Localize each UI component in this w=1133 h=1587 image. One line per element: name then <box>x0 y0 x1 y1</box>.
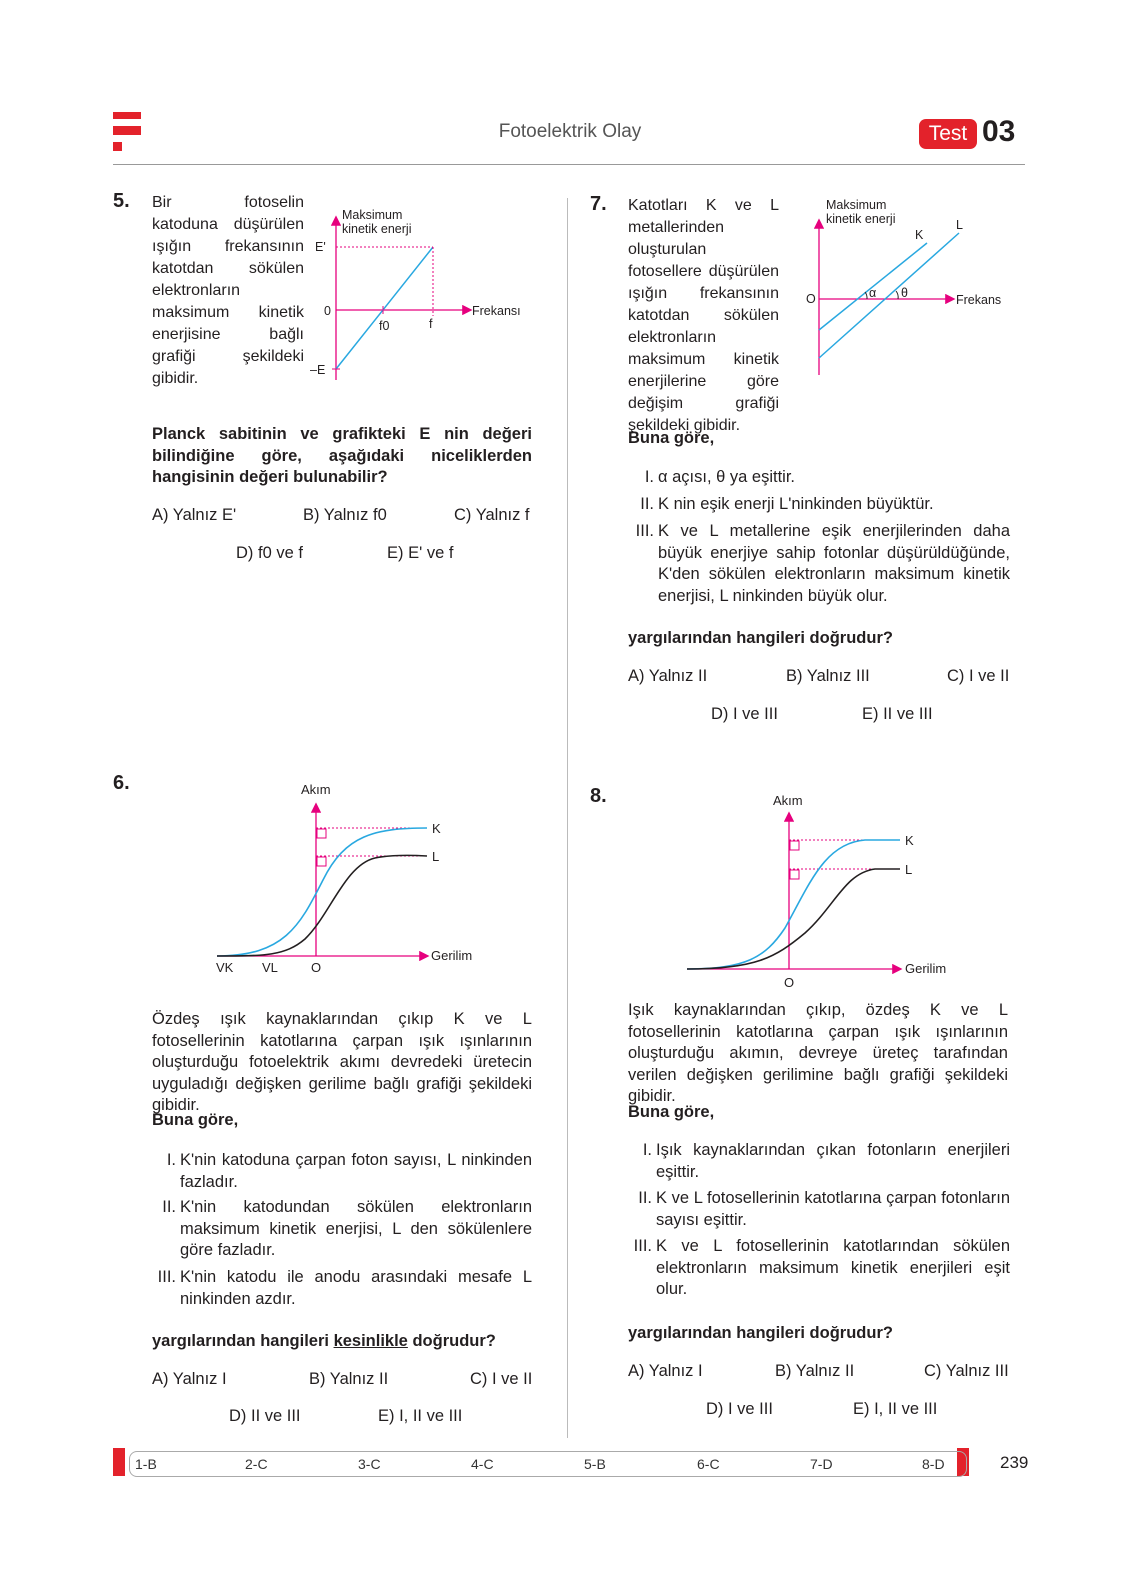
roman-numeral: I. <box>644 468 654 486</box>
question-7-text: Katotları K ve L metallerinden oluşturulan fotosellere düşürülen ışığın frekansının katotdan sökülen elektronların maksimum kinetik enerjilerine göre değişim grafiği şekildeki gibidir. <box>628 197 779 434</box>
k-label: K <box>905 833 914 848</box>
y-label-line2: kinetik enerji <box>342 222 412 236</box>
question-7-lead: Buna göre, <box>628 429 715 447</box>
alpha-arc <box>865 292 867 299</box>
k-right-angle-mark <box>317 829 326 838</box>
q8-option-a[interactable]: A) Yalnız I <box>628 1362 703 1380</box>
roman-numeral: II. <box>638 1189 652 1207</box>
test-number: 03 <box>982 115 1016 148</box>
l-curve <box>687 869 900 969</box>
f-label: f <box>429 317 433 331</box>
q7-option-b[interactable]: B) Yalnız III <box>786 667 870 685</box>
q8-option-b[interactable]: B) Yalnız II <box>775 1362 855 1380</box>
origin-label: O <box>311 960 322 975</box>
x-label: Gerilim <box>431 948 473 963</box>
column-divider <box>567 198 568 1438</box>
y-label-line1: Maksimum <box>342 208 403 222</box>
k-label: K <box>915 228 924 242</box>
q5-option-e[interactable]: E) E' ve f <box>387 544 454 562</box>
q5-option-a[interactable]: A) Yalnız E' <box>152 506 237 524</box>
l-label: L <box>432 849 440 864</box>
answer-key-8: 8-D <box>922 1456 945 1472</box>
y-label: Akım <box>301 782 331 797</box>
statement-text: K'nin katodundan sökülen elektronların maksimum kinetik enerjisi, L den sökülenlere göre fazladır. <box>180 1198 532 1259</box>
q7-statement-3 <box>635 521 1010 607</box>
statement-text: K'nin katodu ile anodu arasındaki mesafe L ninkinden azdır. <box>180 1268 532 1308</box>
q7-option-c[interactable]: C) I ve II <box>947 667 1010 685</box>
origin-label: O <box>784 975 795 990</box>
q7-option-e[interactable]: E) II ve III <box>862 705 933 723</box>
question-6-lead: Buna göre, <box>152 1111 239 1129</box>
question-8-prompt: yargılarından hangileri doğrudur? <box>628 1324 893 1342</box>
k-label: K <box>432 821 441 836</box>
answer-key-5: 5-B <box>584 1456 606 1472</box>
alpha-label: α <box>869 286 877 300</box>
q6-option-e[interactable]: E) I, II ve III <box>378 1407 463 1425</box>
answer-key-7: 7-D <box>810 1456 833 1472</box>
page-topic: Fotoelektrik Olay <box>498 121 642 142</box>
page-number: 239 <box>1000 1453 1029 1472</box>
roman-numeral: I. <box>166 1151 176 1169</box>
minus-e-label: –E <box>310 363 326 377</box>
q6-option-c[interactable]: C) I ve II <box>470 1370 533 1388</box>
header-divider <box>113 164 1025 165</box>
y-label-line1: Maksimum <box>826 198 887 212</box>
question-7-graph <box>805 193 1030 383</box>
statement-text: Işık kaynaklarından çıkan fotonların enerjileri eşittir. <box>656 1141 1010 1181</box>
roman-numeral: II. <box>640 495 654 513</box>
footer-left-marker <box>113 1448 125 1476</box>
q8-option-c[interactable]: C) Yalnız III <box>924 1362 1009 1380</box>
q8-statement-3 <box>633 1236 1010 1301</box>
l-line <box>819 233 959 358</box>
q6-statement-1 <box>166 1150 532 1193</box>
roman-numeral: III. <box>157 1268 176 1286</box>
k-curve <box>687 840 900 969</box>
question-5-number: 5. <box>113 190 130 212</box>
q6-option-b[interactable]: B) Yalnız II <box>309 1370 389 1388</box>
q8-statement-2 <box>638 1188 1010 1231</box>
statement-text: α açısı, θ ya eşittir. <box>658 468 796 486</box>
q7-statement-1 <box>644 467 1010 489</box>
theta-arc <box>896 291 898 299</box>
prompt-post: doğrudur? <box>407 1332 496 1350</box>
question-6-number: 6. <box>113 772 130 794</box>
question-5-graph <box>305 200 550 395</box>
vl-label: VL <box>262 960 278 975</box>
statement-text: K'nin katoduna çarpan foton sayısı, L ninkinden fazladır. <box>180 1151 532 1191</box>
l-label: L <box>956 218 963 232</box>
question-6-text: Özdeş ışık kaynaklarından çıkıp K ve L fotosellerinin katotlarına çarpan ışık ışınlarının oluşturduğu fotoelektrik akımı devredeki üretecin uyguladığı değişken gerilime bağlı grafiği şekildeki gibidir. <box>152 1010 532 1114</box>
y-label-line2: kinetik enerji <box>826 212 896 226</box>
q5-option-d[interactable]: D) f0 ve f <box>236 544 303 562</box>
q8-option-e[interactable]: E) I, II ve III <box>853 1400 938 1418</box>
answer-key-6: 6-C <box>697 1456 720 1472</box>
vk-label: VK <box>216 960 234 975</box>
q5-option-c[interactable]: C) Yalnız f <box>454 506 530 524</box>
roman-numeral: III. <box>633 1237 652 1255</box>
y-label: Akım <box>773 793 803 808</box>
question-6-prompt <box>152 1331 496 1353</box>
question-7-prompt: yargılarından hangileri doğrudur? <box>628 629 893 647</box>
question-8-number: 8. <box>590 785 607 807</box>
question-8-text: Işık kaynaklarından çıkıp, özdeş K ve L fotosellerinin katotlarına çarpan ışık ışınlarının oluşturduğu akımın, devreye üreteç tarafından verilen değişken gerilimine bağlı grafiği şekildeki gibidir. <box>628 1001 1008 1105</box>
q7-option-a[interactable]: A) Yalnız II <box>628 667 708 685</box>
q6-option-d[interactable]: D) II ve III <box>229 1407 301 1425</box>
prompt-pre: yargılarından hangileri <box>152 1332 334 1350</box>
q6-statement-2 <box>162 1197 532 1262</box>
statement-text: K nin eşik enerji L'ninkinden büyüktür. <box>658 495 934 513</box>
statement-text: K ve L fotosellerinin katotlarına çarpan fotonların sayısı eşittir. <box>656 1189 1010 1229</box>
test-badge: Test <box>919 119 977 149</box>
roman-numeral: II. <box>162 1198 176 1216</box>
q7-option-d[interactable]: D) I ve III <box>711 705 778 723</box>
answer-key-3: 3-C <box>358 1456 381 1472</box>
prompt-keyword: kesinlikle <box>333 1332 408 1350</box>
statement-text: K ve L metallerine eşik enerjilerinden daha büyük enerjiye sahip fotonlar düşürüldüğünde, K'den sökülen elektronların maksimum kinetik enerjisi, L ninkinden büyük olur. <box>658 522 1010 605</box>
question-7-number: 7. <box>590 193 607 215</box>
q5-option-b[interactable]: B) Yalnız f0 <box>303 506 387 524</box>
l-right-angle-mark <box>317 857 326 866</box>
theta-label: θ <box>901 286 908 300</box>
question-8-lead: Buna göre, <box>628 1103 715 1121</box>
f0-label: f0 <box>379 319 390 333</box>
q6-statement-3 <box>157 1267 532 1310</box>
q6-option-a[interactable]: A) Yalnız I <box>152 1370 227 1388</box>
x-label: Gerilim <box>905 961 947 976</box>
l-label: L <box>905 862 913 877</box>
question-6-graph <box>205 775 495 985</box>
origin-label: 0 <box>324 304 331 318</box>
answer-key-4: 4-C <box>471 1456 494 1472</box>
q7-statement-2 <box>640 494 1010 516</box>
question-5-prompt: Planck sabitinin ve grafikteki E nin değeri bilindiğine göre, aşağıdaki niceliklerden hangisinin değeri bulunabilir? <box>152 425 532 486</box>
q8-statement-1 <box>642 1140 1010 1183</box>
kinetic-energy-line <box>336 247 433 369</box>
x-label: Frekans <box>956 293 1002 307</box>
statement-text: K ve L fotosellerinin katotlarından sökülen elektronların maksimum kinetik enerjileri eşit olur. <box>656 1237 1010 1298</box>
answer-key-2: 2-C <box>245 1456 268 1472</box>
x-label: Frekansı <box>472 304 521 318</box>
l-right-angle-mark <box>790 870 799 879</box>
e-prime-label: E' <box>315 240 326 254</box>
k-right-angle-mark <box>790 841 799 850</box>
answer-key-1: 1-B <box>135 1456 157 1472</box>
k-curve <box>217 828 427 956</box>
origin-label: O <box>806 292 816 306</box>
roman-numeral: III. <box>635 522 654 540</box>
question-8-graph <box>685 788 975 993</box>
roman-numeral: I. <box>642 1141 652 1159</box>
l-curve <box>217 855 427 956</box>
q8-option-d[interactable]: D) I ve III <box>706 1400 773 1418</box>
question-5-text: Bir fotoselin katoduna düşürülen ışığın frekansının katotdan sökülen elektronların maksimum kinetik enerjisine bağlı grafiği şekildeki gibidir. <box>152 194 304 387</box>
